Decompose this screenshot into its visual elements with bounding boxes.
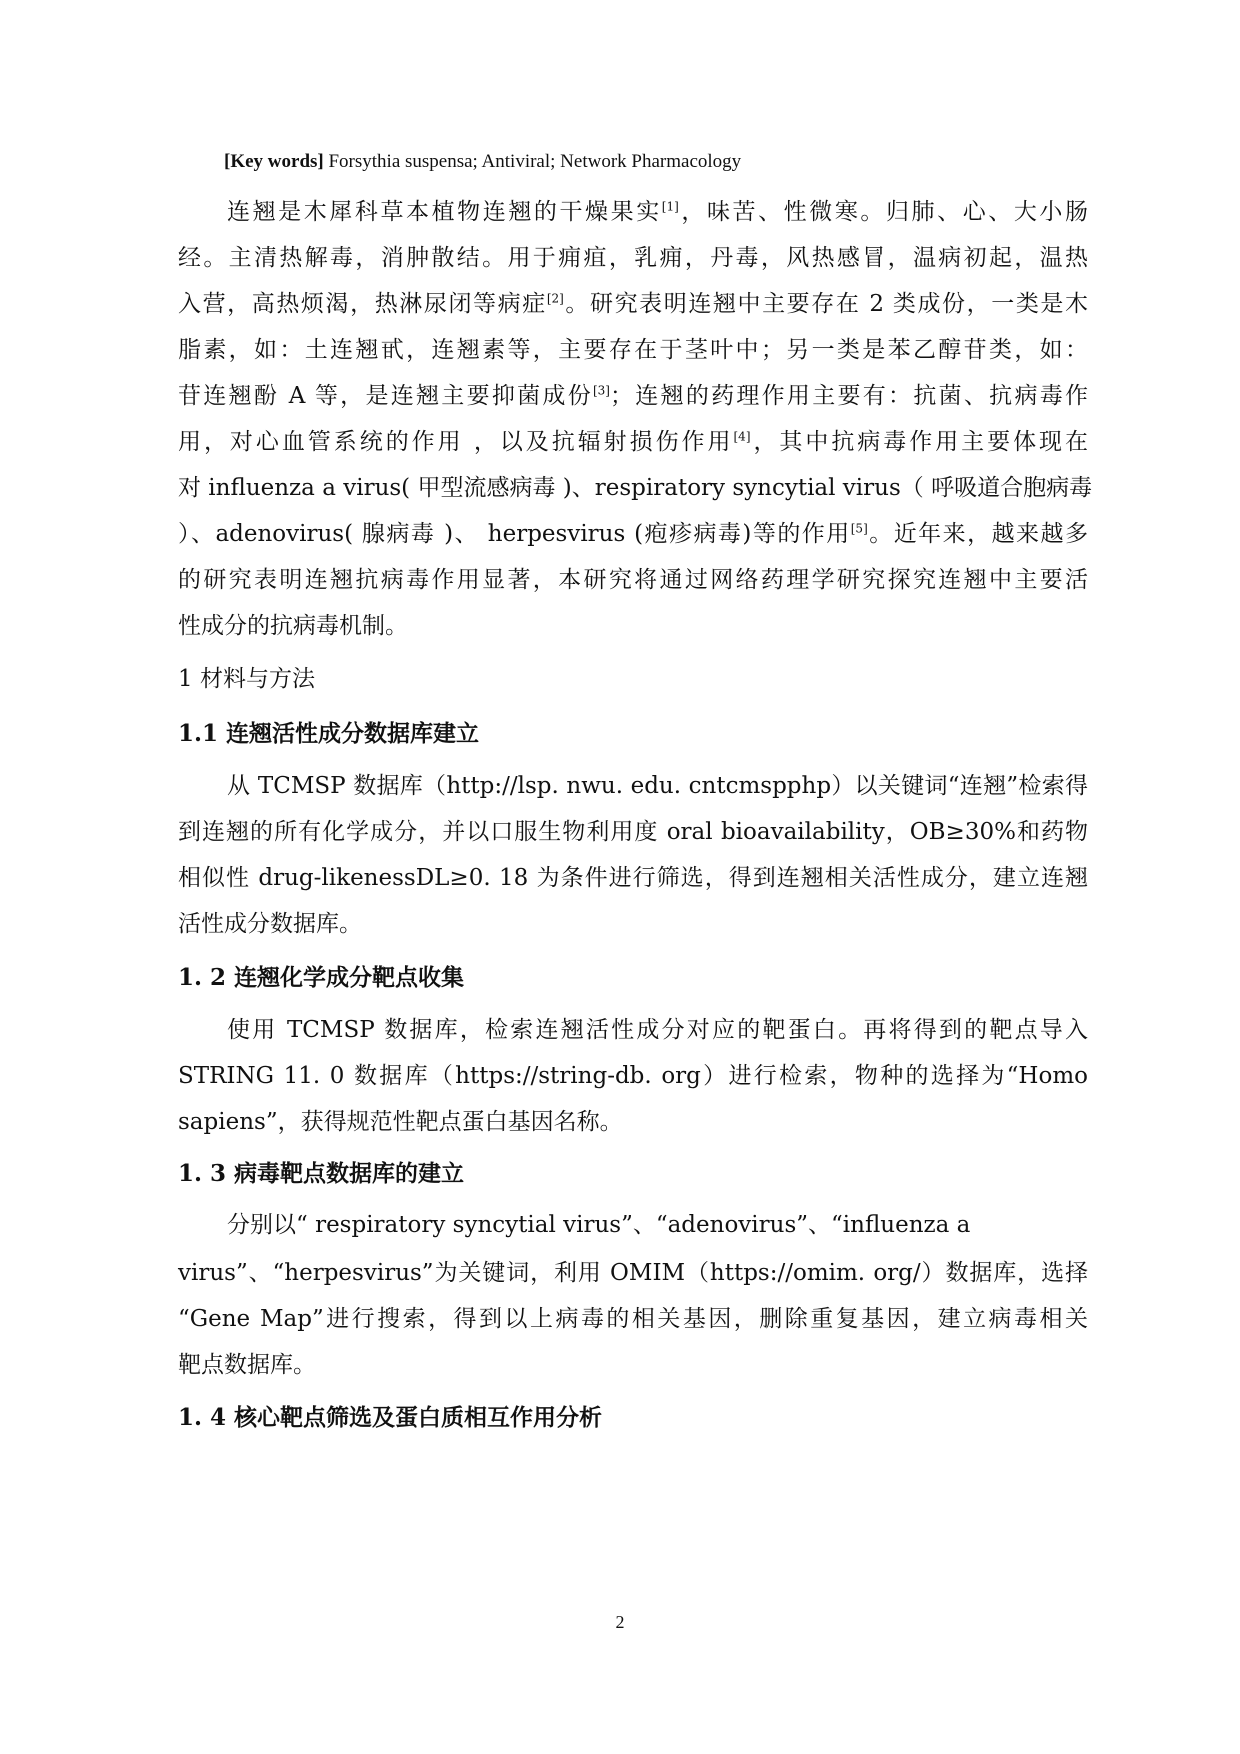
s13-line-2: virus”、“herpesvirus”为关键词，利用 OMIM（https://omim. org/）数据库，选择 [178, 1260, 1088, 1286]
s11-line-3: 相似性 drug-likenessDL≥0. 18 为条件进行筛选，得到连翘相关活性成分，建立连翘 [178, 865, 1088, 891]
citation-ref: [2] [546, 291, 564, 306]
keywords-label: [Key words] [224, 151, 324, 172]
section-heading-1: 1 材料与方法 [178, 666, 315, 692]
intro-line-2: 经。主清热解毒，消肿散结。用于痈疽，乳痈，丹毒，风热感冒，温病初起，温热 [178, 245, 1088, 271]
intro-line-9: 的研究表明连翘抗病毒作用显著，本研究将通过网络药理学研究探究连翘中主要活 [178, 567, 1088, 593]
intro-line-8 [178, 518, 1088, 550]
s13-line-3: “Gene Map”进行搜索，得到以上病毒的相关基因，删除重复基因，建立病毒相关 [178, 1306, 1088, 1332]
keywords-text: Forsythia suspensa; Antiviral; Network Pharmacology [328, 151, 742, 172]
subsection-heading-1-3: 1. 3 病毒靶点数据库的建立 [178, 1160, 465, 1187]
s11-line-2: 到连翘的所有化学成分，并以口服生物利用度 oral bioavailability，OB≥30%和药物 [178, 819, 1088, 845]
subsection-heading-1-2: 1. 2 连翘化学成分靶点收集 [178, 964, 465, 991]
s13-line-1: 分别以“ respiratory syncytial virus”、“adenovirus”、“influenza a [227, 1212, 971, 1238]
intro-line-6 [178, 426, 1088, 458]
citation-ref: [3] [592, 383, 610, 398]
s11-line-1: 从 TCMSP 数据库（http://lsp. nwu. edu. cntcmspphp）以关键词“连翘”检索得 [227, 773, 1088, 799]
intro-line-5 [178, 380, 1088, 412]
intro-line-10: 性成分的抗病毒机制。 [178, 613, 408, 639]
subsection-heading-1-4: 1. 4 核心靶点筛选及蛋白质相互作用分析 [178, 1404, 603, 1431]
intro-line-4: 脂素，如：土连翘甙，连翘素等，主要存在于茎叶中；另一类是苯乙醇苷类，如： [178, 337, 1088, 363]
citation-ref: [5] [850, 521, 868, 536]
intro-text: 苷连翘酚 A 等，是连翘主要抑菌成份 [178, 383, 593, 409]
intro-line-7: 对 influenza a virus( 甲型流感病毒 )、respiratory syncytial virus（ 呼吸道合胞病毒 [178, 475, 1093, 501]
citation-ref: [4] [733, 429, 751, 444]
s12-line-3: sapiens”，获得规范性靶点蛋白基因名称。 [178, 1109, 623, 1135]
s12-line-1: 使用 TCMSP 数据库，检索连翘活性成分对应的靶蛋白。再将得到的靶点导入 [227, 1017, 1088, 1043]
intro-text: 连翘是木犀科草本植物连翘的干燥果实 [227, 199, 662, 225]
s12-line-2: STRING 11. 0 数据库（https://string-db. org）进行检索，物种的选择为“Homo [178, 1063, 1088, 1089]
intro-text: ）、adenovirus( 腺病毒 )、 herpesvirus (疱疹病毒)等的作用 [178, 521, 851, 547]
intro-text: 用，对心血管系统的作用 ，以及抗辐射损伤作用 [178, 429, 734, 455]
subsection-heading-1-1: 1.1 连翘活性成分数据库建立 [178, 720, 480, 747]
intro-text: 。近年来，越来越多 [867, 521, 1089, 547]
page-number: 2 [615, 1612, 625, 1632]
intro-text: ，味苦、性微寒。归肺、心、大小肠 [678, 199, 1089, 225]
citation-ref: [1] [661, 199, 679, 214]
s11-line-4: 活性成分数据库。 [178, 911, 362, 937]
intro-text: ；连翘的药理作用主要有：抗菌、抗病毒作 [609, 383, 1089, 409]
intro-line-3 [178, 288, 1088, 320]
intro-text: ，其中抗病毒作用主要体现在 [750, 429, 1089, 455]
keywords-line [224, 146, 1134, 178]
intro-text: 。研究表明连翘中主要存在 2 类成份，一类是木 [563, 291, 1088, 317]
s13-line-4: 靶点数据库。 [178, 1352, 316, 1378]
intro-line-1 [227, 196, 1088, 228]
intro-text: 入营，高热烦渴，热淋尿闭等病症 [178, 291, 547, 317]
